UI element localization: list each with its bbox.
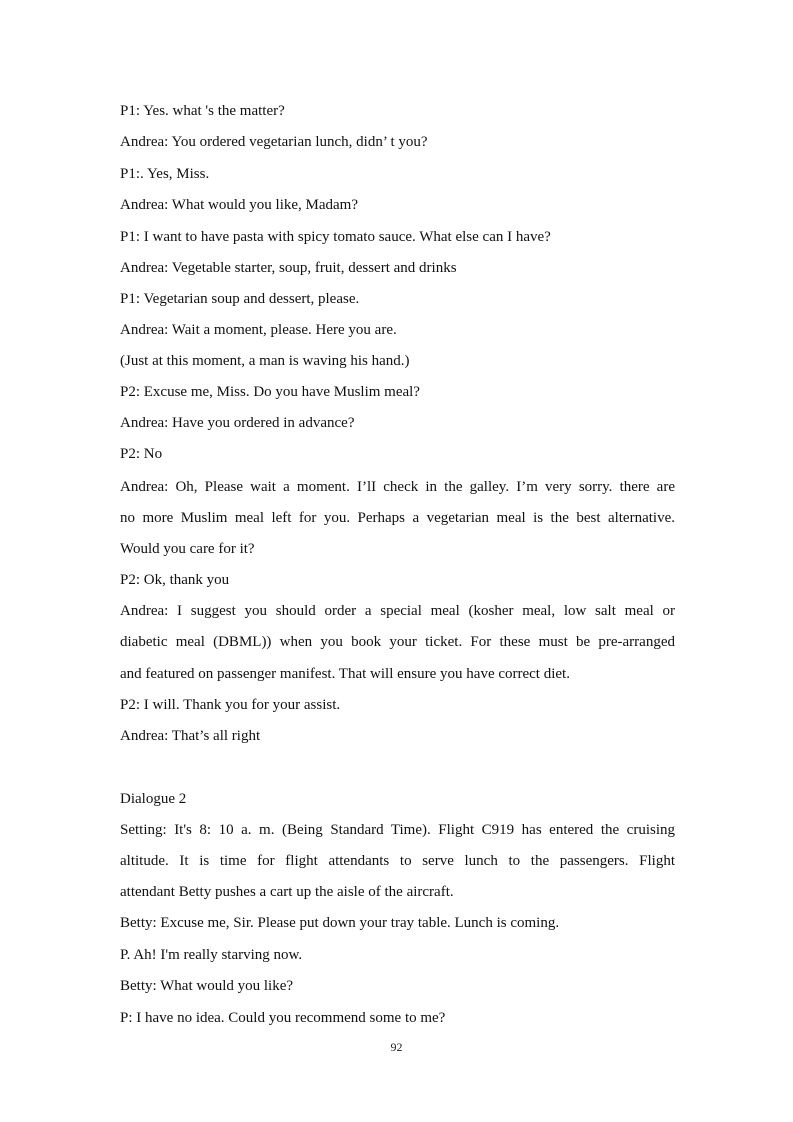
dialogue-line: Andrea: Have you ordered in advance? bbox=[120, 415, 355, 431]
dialogue-line: Andrea: You ordered vegetarian lunch, didn’ t you? bbox=[120, 134, 428, 150]
dialogue-line: P1:. Yes, Miss. bbox=[120, 166, 210, 182]
dialogue-line: Andrea: That’s all right bbox=[120, 728, 261, 744]
dialogue-line: Andrea: What would you like, Madam? bbox=[120, 197, 358, 213]
setting-text: Setting: It's 8: 10 a. m. (Being Standard Time). Flight C919 has entered the cruising bbox=[120, 822, 675, 838]
dialogue-line: P2: No bbox=[120, 446, 163, 462]
stage-direction: (Just at this moment, a man is waving his hand.) bbox=[120, 353, 410, 369]
dialogue-line: P2: Ok, thank you bbox=[120, 572, 230, 588]
dialogue-line: P. Ah! I'm really starving now. bbox=[120, 947, 303, 963]
dialogue-line: Andrea: Wait a moment, please. Here you are. bbox=[120, 322, 397, 338]
dialogue-line: Andrea: Oh, Please wait a moment. I’lI check in the galley. I’m very sorry. there are bbox=[120, 479, 675, 495]
dialogue-line: P2: Excuse me, Miss. Do you have Muslim meal? bbox=[120, 384, 420, 400]
dialogue-line: and featured on passenger manifest. That will ensure you have correct diet. bbox=[120, 666, 570, 682]
dialogue-line: Andrea: Vegetable starter, soup, fruit, dessert and drinks bbox=[120, 260, 457, 276]
dialogue-line: P: I have no idea. Could you recommend some to me? bbox=[120, 1010, 446, 1026]
dialogue-line: Would you care for it? bbox=[120, 541, 255, 557]
setting-text: altitude. It is time for flight attendants to serve lunch to the passengers. Flight bbox=[120, 853, 675, 869]
dialogue-line: Betty: Excuse me, Sir. Please put down your tray table. Lunch is coming. bbox=[120, 915, 560, 931]
section-heading: Dialogue 2 bbox=[120, 791, 187, 807]
dialogue-line: Betty: What would you like? bbox=[120, 978, 294, 994]
setting-text: attendant Betty pushes a cart up the aisle of the aircraft. bbox=[120, 884, 454, 900]
page-number: 92 bbox=[390, 1040, 403, 1054]
dialogue-line: diabetic meal (DBML)) when you book your ticket. For these must be pre-arranged bbox=[120, 634, 675, 650]
dialogue-line: P1: Yes. what 's the matter? bbox=[120, 103, 285, 119]
dialogue-line: P2: I will. Thank you for your assist. bbox=[120, 697, 341, 713]
dialogue-line: P1: I want to have pasta with spicy tomato sauce. What else can I have? bbox=[120, 229, 551, 245]
dialogue-line: P1: Vegetarian soup and dessert, please. bbox=[120, 291, 360, 307]
dialogue-line: no more Muslim meal left for you. Perhaps a vegetarian meal is the best alternative. bbox=[120, 510, 675, 526]
dialogue-line: Andrea: I suggest you should order a special meal (kosher meal, low salt meal or bbox=[120, 603, 675, 619]
